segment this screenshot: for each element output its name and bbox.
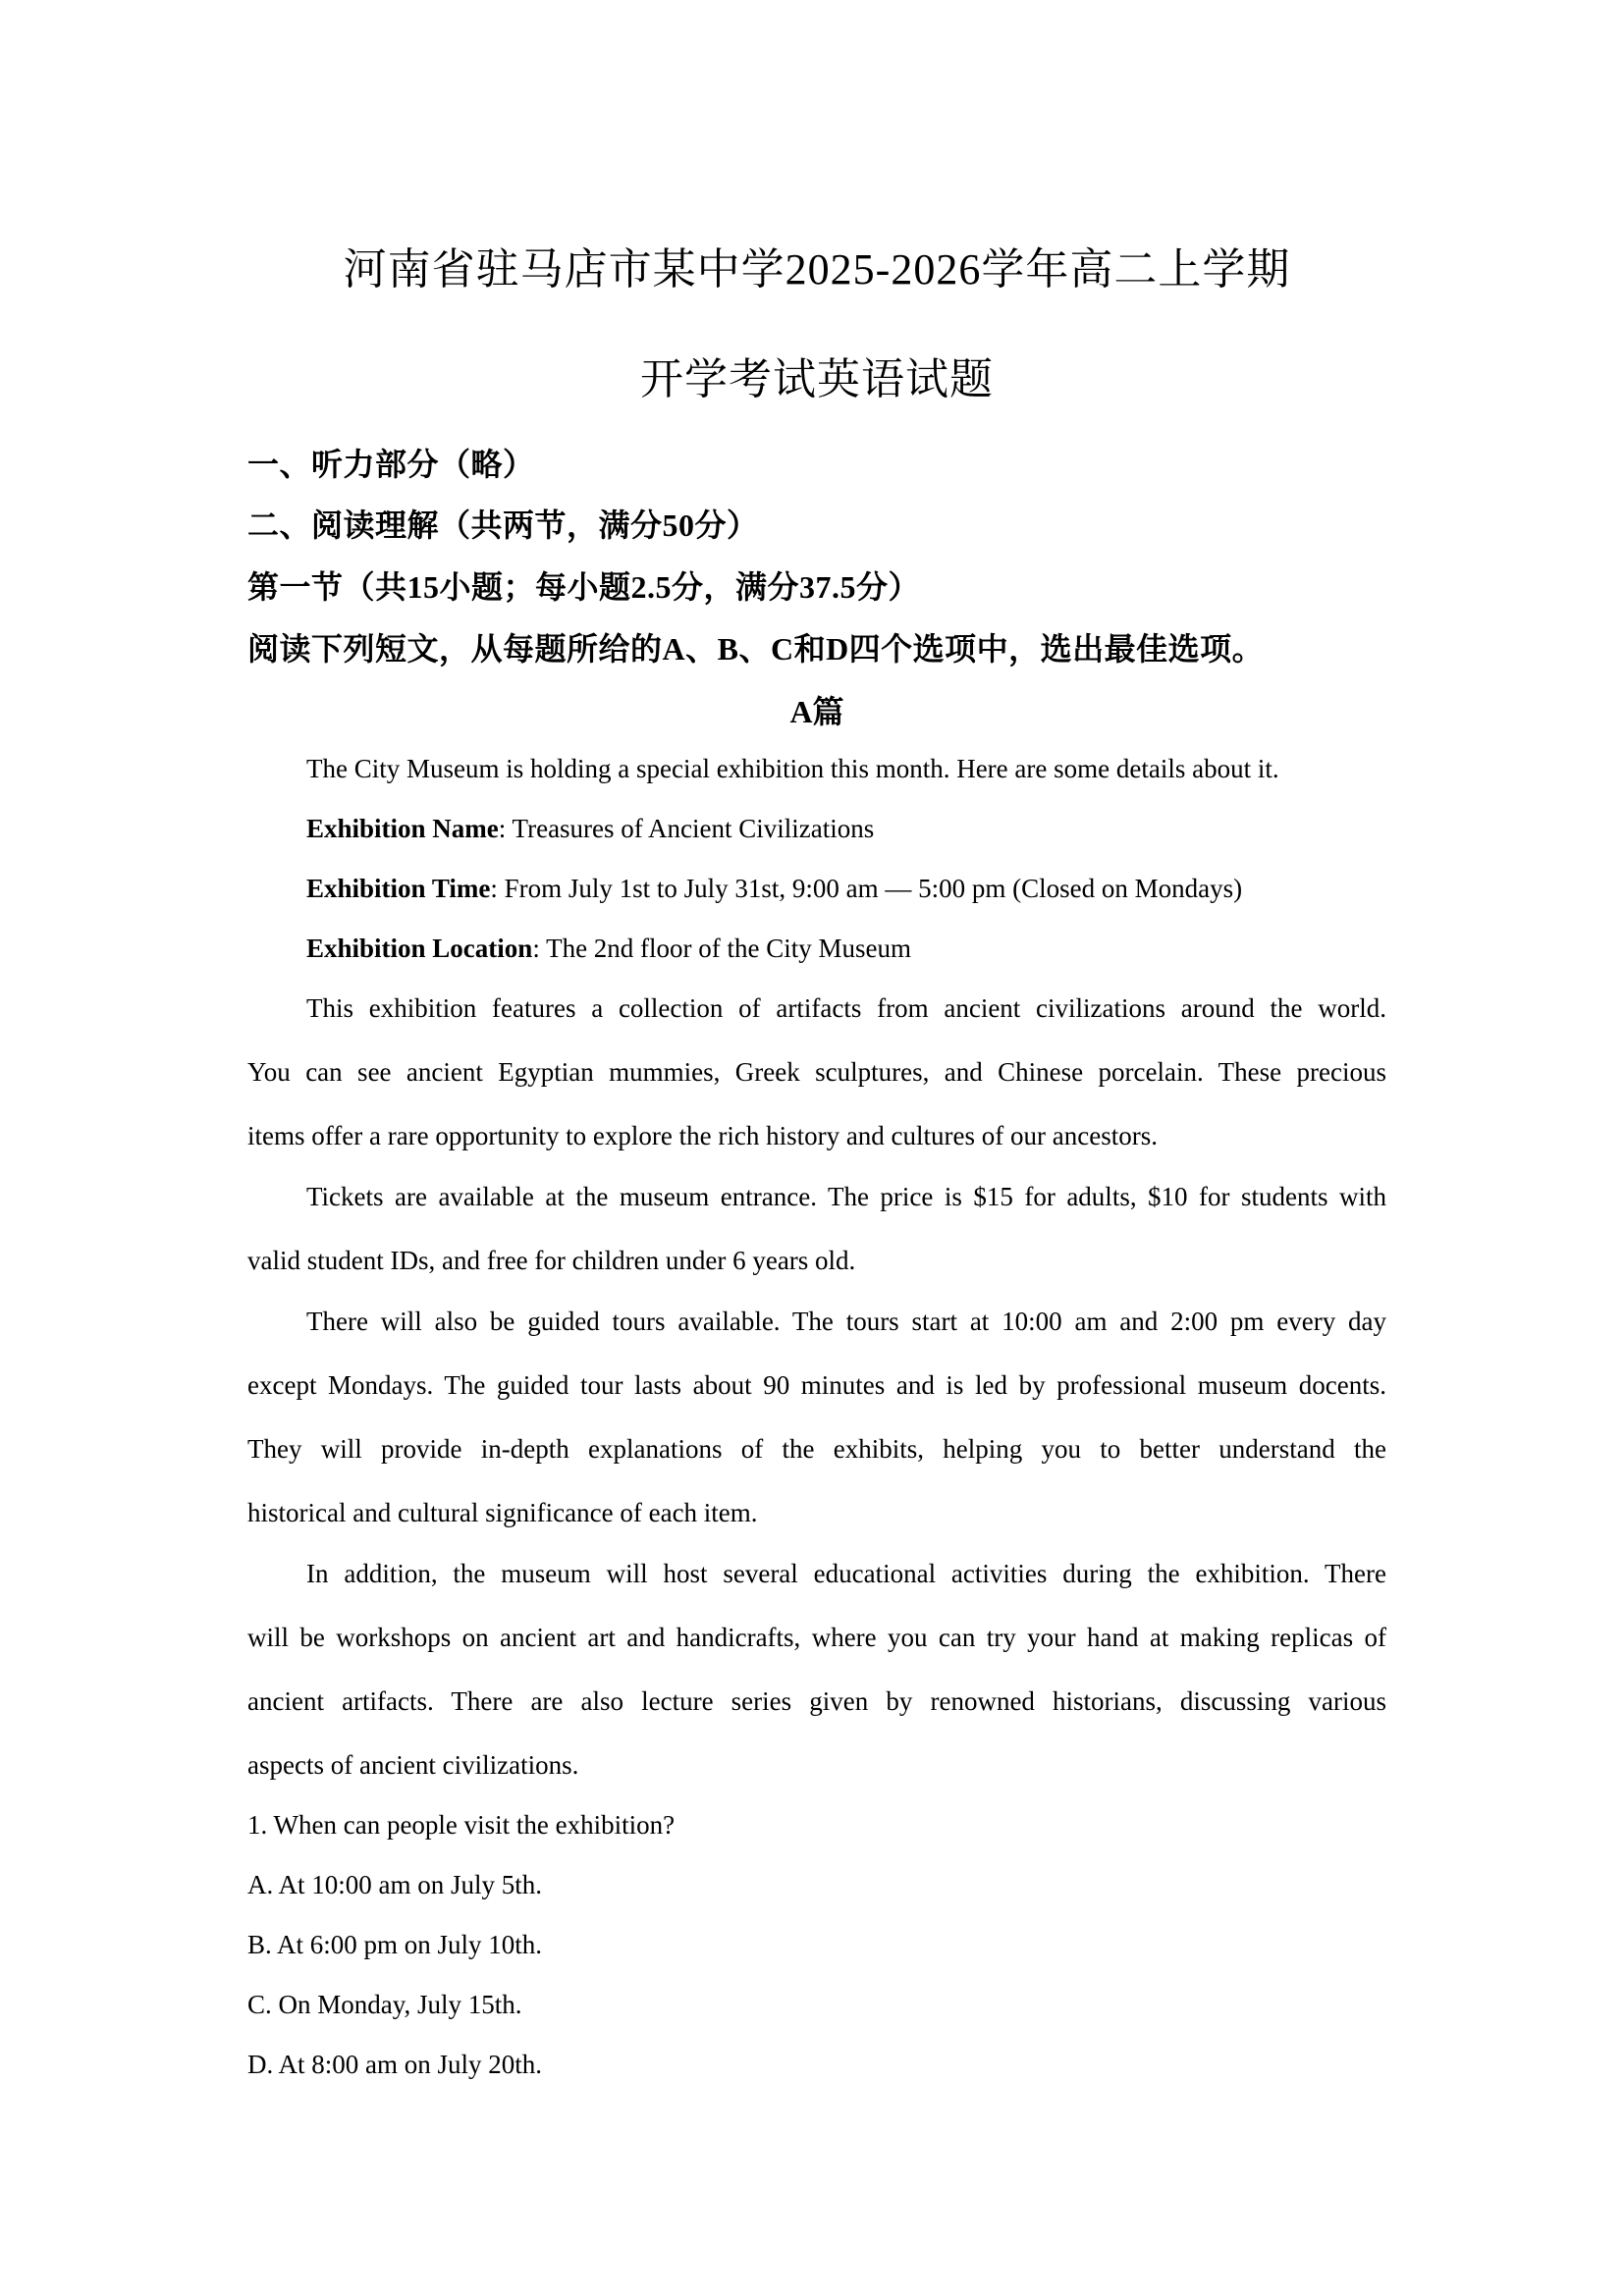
exhibition-time-label: Exhibition Time bbox=[306, 874, 491, 903]
question-1-option-b: B. At 6:00 pm on July 10th. bbox=[247, 1930, 543, 1959]
exhibition-location-line bbox=[306, 934, 911, 964]
exhibition-time-value: : From July 1st to July 31st, 9:00 am — 5:00 pm (Closed on Mondays) bbox=[490, 874, 1243, 903]
paragraph-1-line-1: This exhibition features a collection of artifacts from ancient civilizations around the world. bbox=[306, 993, 1386, 1023]
paragraph-3-line-1: There will also be guided tours available. The tours start at 10:00 am and 2:00 pm every day bbox=[306, 1307, 1386, 1336]
paragraph-2-line-1: Tickets are available at the museum entrance. The price is $15 for adults, $10 for students with bbox=[306, 1182, 1386, 1211]
exam-title-line1: 河南省驻马店市某中学2025-2026学年高二上学期 bbox=[343, 245, 1291, 294]
question-1-option-a: A. At 10:00 am on July 5th. bbox=[247, 1870, 543, 1899]
question-1-option-d: D. At 8:00 am on July 20th. bbox=[247, 2050, 543, 2079]
part1-heading: 一、听力部分（略） bbox=[247, 447, 535, 482]
section1-heading: 第一节（共15小题；每小题2.5分，满分37.5分） bbox=[247, 569, 921, 605]
exhibition-location-label: Exhibition Location bbox=[306, 934, 533, 963]
paragraph-3-line-4: historical and cultural significance of each item. bbox=[247, 1498, 758, 1527]
paragraph-4-line-4: aspects of ancient civilizations. bbox=[247, 1750, 579, 1780]
exhibition-name-line bbox=[306, 814, 874, 844]
paragraph-1-line-3: items offer a rare opportunity to explore the rich history and cultures of our ancestors. bbox=[247, 1121, 1158, 1150]
question-1-stem: 1. When can people visit the exhibition? bbox=[247, 1810, 676, 1840]
paragraph-3-line-3: They will provide in-depth explanations of the exhibits, helping you to better understand the bbox=[247, 1434, 1386, 1464]
part2-heading: 二、阅读理解（共两节，满分50分） bbox=[247, 507, 759, 543]
paragraph-3-line-2: except Mondays. The guided tour lasts about 90 minutes and is led by professional museum docents. bbox=[247, 1370, 1386, 1400]
exhibition-location-value: : The 2nd floor of the City Museum bbox=[532, 934, 912, 963]
exhibition-time-line bbox=[306, 874, 1242, 904]
exam-title-line2: 开学考试英语试题 bbox=[640, 355, 994, 403]
paragraph-2-line-2: valid student IDs, and free for children under 6 years old. bbox=[247, 1246, 856, 1275]
instruction-text: 阅读下列短文，从每题所给的A、B、C和D四个选项中，选出最佳选项。 bbox=[247, 631, 1265, 667]
passage-title: A篇 bbox=[789, 694, 844, 729]
paragraph-4-line-1: In addition, the museum will host several educational activities during the exhibition. There bbox=[306, 1559, 1386, 1588]
exhibition-name-value: : Treasures of Ancient Civilizations bbox=[498, 814, 875, 843]
paragraph-4-line-2: will be workshops on ancient art and handicrafts, where you can try your hand at making replicas of bbox=[247, 1623, 1386, 1652]
paragraph-4-line-3: ancient artifacts. There are also lecture series given by renowned historians, discussing various bbox=[247, 1686, 1386, 1716]
passage-intro: The City Museum is holding a special exhibition this month. Here are some details about it. bbox=[306, 754, 1279, 783]
question-1-option-c: C. On Monday, July 15th. bbox=[247, 1990, 522, 2019]
paragraph-1-line-2: You can see ancient Egyptian mummies, Greek sculptures, and Chinese porcelain. These precious bbox=[247, 1057, 1386, 1087]
exhibition-name-label: Exhibition Name bbox=[306, 814, 499, 843]
